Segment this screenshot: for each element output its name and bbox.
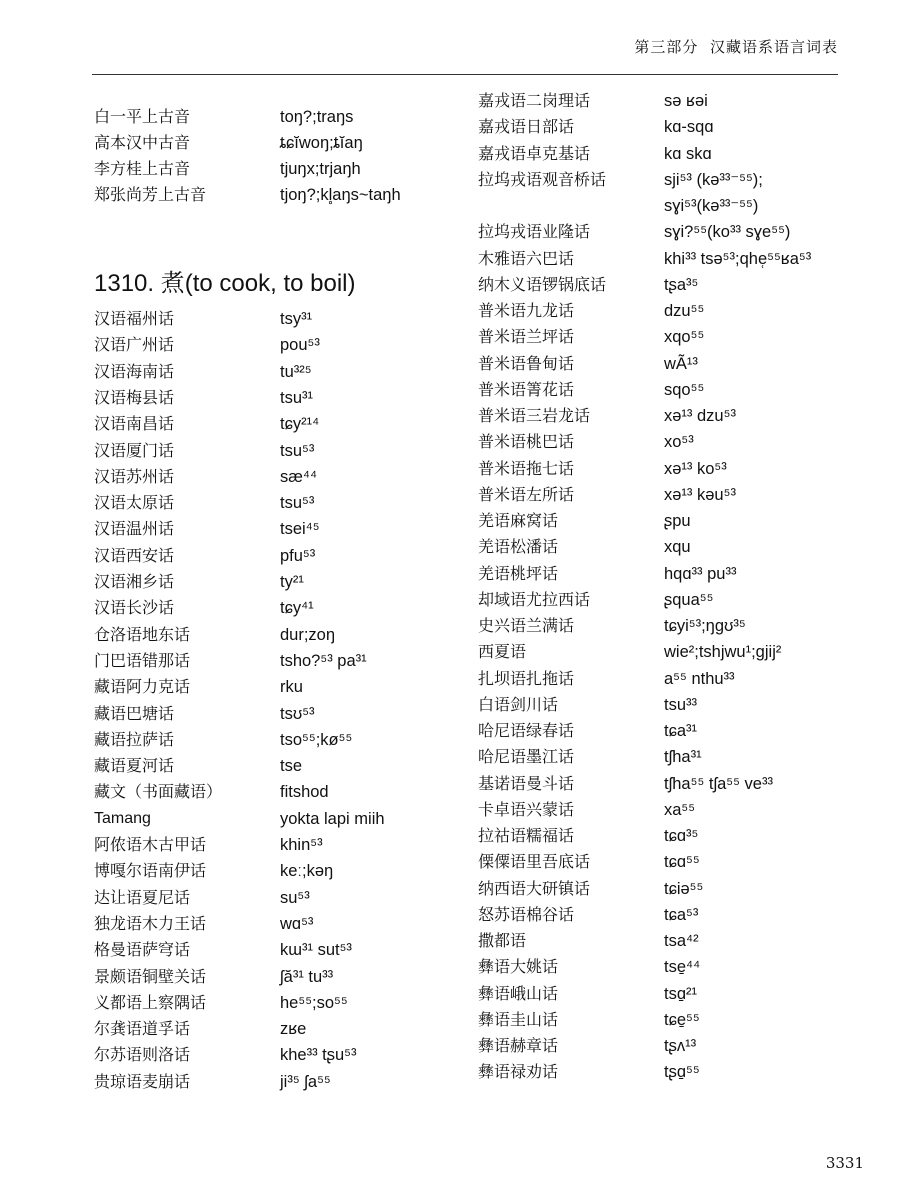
word-form: ȶɕĭwoŋ;ȶĭaŋ <box>280 134 363 152</box>
word-form: tsu⁵³ <box>280 494 315 513</box>
word-form: khe³³ tʂu⁵³ <box>280 1046 357 1065</box>
word-form: wɑ⁵³ <box>280 914 314 933</box>
word-form: tɕy⁴¹ <box>280 599 314 618</box>
word-form: tʃha⁵⁵ tʃa⁵⁵ ve³³ <box>664 774 773 793</box>
language-label: 藏语巴塘话 <box>94 703 175 723</box>
word-form: khi³³ tsə⁵³;qhe̜⁵⁵ʁa⁵³ <box>664 249 812 268</box>
language-label: 羌语桃坪话 <box>478 563 559 583</box>
language-label: 汉语苏州话 <box>94 466 175 486</box>
language-label: 藏文（书面藏语） <box>94 782 223 802</box>
word-form: tso⁵⁵;kø⁵⁵ <box>280 730 353 749</box>
word-form: tsu³¹ <box>280 388 313 407</box>
language-label: 汉语福州话 <box>94 309 175 328</box>
language-label: 白一平上古音 <box>94 107 191 126</box>
language-label: 彝语圭山话 <box>478 1009 559 1029</box>
word-form: tsa⁴² <box>664 932 699 950</box>
language-label: 彝语赫章话 <box>478 1036 559 1055</box>
word-form: he⁵⁵;so⁵⁵ <box>280 993 348 1012</box>
word-form: sɣi?⁵⁵(ko³³ sɣe⁵⁵) <box>664 223 791 242</box>
word-form: fitshod <box>280 783 329 802</box>
word-form: dur;zoŋ <box>280 625 336 644</box>
language-label: 仓洛语地东话 <box>94 624 191 644</box>
word-form: tɕe̱⁵⁵ <box>664 1010 700 1029</box>
language-label: 哈尼语绿春话 <box>478 721 575 740</box>
language-label: 汉语湘乡话 <box>94 572 175 591</box>
word-form: ji³⁵ ʃa⁵⁵ <box>280 1072 331 1091</box>
language-label: 扎坝语扎拖话 <box>478 668 575 688</box>
language-label: 藏语夏河话 <box>94 756 175 776</box>
language-label: 普米语左所话 <box>478 484 575 504</box>
word-form: tɕa³¹ <box>664 722 697 740</box>
word-form: rku <box>280 678 303 697</box>
word-form: xa⁵⁵ <box>664 800 696 819</box>
word-form: kɑ-sqɑ <box>664 118 714 137</box>
language-label: 嘉戎语卓克基话 <box>478 143 591 163</box>
word-form: tɕɑ³⁵ <box>664 827 699 845</box>
language-label: 普米语鲁甸话 <box>478 353 575 373</box>
word-form: ty²¹ <box>280 573 304 591</box>
language-label: 嘉戎语日部话 <box>478 117 575 137</box>
language-label: 汉语南昌话 <box>94 414 175 434</box>
language-label: 景颇语铜壁关话 <box>94 966 207 986</box>
word-form: sæ⁴⁴ <box>280 467 318 486</box>
word-form: a⁵⁵ nthu³³ <box>664 669 735 688</box>
language-label: 彝语大姚话 <box>478 957 559 977</box>
word-form: tʂʌ¹³ <box>664 1037 697 1055</box>
language-label: 普米语九龙话 <box>478 301 575 320</box>
word-form: xqo⁵⁵ <box>664 328 705 347</box>
word-form: wÃ¹³ <box>664 354 698 373</box>
language-label: 尔龚语道孚话 <box>94 1019 191 1039</box>
running-head-title: 汉藏语系语言词表 <box>709 38 838 56</box>
language-label: 纳木义语锣锅底话 <box>478 274 607 294</box>
language-label: 羌语麻窝话 <box>478 511 559 530</box>
word-form: xə¹³ ko⁵³ <box>664 459 727 478</box>
language-label: 彝语禄劝话 <box>478 1062 559 1082</box>
language-label: 汉语广州话 <box>94 335 175 355</box>
word-form: ʃă³¹ tu³³ <box>280 967 334 986</box>
running-head <box>634 36 838 57</box>
word-form: tʃha³¹ <box>664 748 702 767</box>
word-form: kɯ³¹ sut⁵³ <box>280 941 352 960</box>
language-label: 怒苏语棉谷话 <box>478 904 575 924</box>
language-label: 藏语阿力克话 <box>94 677 191 697</box>
language-label: 汉语太原话 <box>94 493 175 513</box>
language-label: 汉语温州话 <box>94 519 175 539</box>
language-label: 汉语西安话 <box>94 545 175 565</box>
word-form: su⁵³ <box>280 888 310 907</box>
word-form: tsei⁴⁵ <box>280 520 320 539</box>
word-form: sɣi⁵³(kə³³⁻⁵⁵) <box>664 197 759 215</box>
language-label: 彝语峨山话 <box>478 983 559 1003</box>
word-form: tse̱⁴⁴ <box>664 958 701 977</box>
word-form: tu³²⁵ <box>280 362 312 381</box>
word-form: tjuŋx;trjaŋh <box>280 160 361 178</box>
language-label: 独龙语木力王话 <box>94 913 207 933</box>
language-label: 尔苏语则洛话 <box>94 1045 191 1065</box>
language-label: 普米语桃巴话 <box>478 432 575 452</box>
word-form: tjoŋ?;kl̥aŋs~taŋh <box>280 186 401 204</box>
word-form: sqo⁵⁵ <box>664 380 705 399</box>
section-gloss: (to cook, to boil) <box>184 270 356 297</box>
language-label: 格曼语萨穹话 <box>94 940 191 960</box>
word-form: ʂpu <box>664 512 691 530</box>
language-label: 卡卓语兴蒙话 <box>478 799 575 819</box>
section-number: 1310. <box>94 270 155 297</box>
word-form: xə¹³ dzu⁵³ <box>664 407 736 425</box>
word-form: tɕɑ⁵⁵ <box>664 853 700 872</box>
word-form: yokta lapi miih <box>280 809 385 828</box>
section-character: 煮 <box>160 270 185 297</box>
language-label: 藏语拉萨话 <box>94 729 175 749</box>
word-form: sji⁵³ (kə³³⁻⁵⁵); <box>664 170 763 189</box>
word-form: tsho?⁵³ pa³¹ <box>280 651 367 670</box>
word-form: tsɑ̱²¹ <box>664 984 697 1003</box>
language-label: 汉语梅县话 <box>94 387 175 407</box>
language-label: 却域语尤拉西话 <box>478 589 591 609</box>
language-label: 贵琼语麦崩话 <box>94 1071 191 1091</box>
word-form: xə¹³ kəu⁵³ <box>664 485 736 504</box>
language-label: 西夏语 <box>478 642 527 662</box>
word-form: xqu <box>664 538 691 557</box>
language-label: 傈僳语里吾底话 <box>478 852 591 872</box>
word-form: pfu⁵³ <box>280 546 316 565</box>
language-label: 羌语松潘话 <box>478 537 559 557</box>
language-label: 门巴语错那话 <box>94 650 191 670</box>
language-label: 汉语长沙话 <box>94 598 175 618</box>
language-label: 哈尼语墨江话 <box>478 747 575 767</box>
language-label: 拉祜语糯福话 <box>478 826 575 845</box>
language-label: 博嘎尔语南伊话 <box>94 861 207 881</box>
word-form: sə ʁəi <box>664 92 708 110</box>
word-form: pou⁵³ <box>280 336 320 355</box>
language-label: 拉坞戎语业隆话 <box>478 222 591 242</box>
language-label: 普米语兰坪话 <box>478 327 575 347</box>
word-form: khin⁵³ <box>280 836 323 854</box>
language-label: 普米语箐花话 <box>478 379 575 399</box>
language-label: 木雅语六巴话 <box>478 248 575 268</box>
word-form: wie²;tshjwu¹;gjij² <box>664 643 782 662</box>
word-form: dzu⁵⁵ <box>664 302 705 320</box>
language-label: 义都语上察隅话 <box>94 992 207 1012</box>
word-form: tɕyi⁵³;ŋgʊ³⁵ <box>664 617 746 635</box>
language-label: 白语剑川话 <box>478 694 559 714</box>
language-label: 基诺语曼斗话 <box>478 773 575 793</box>
word-form: kɑ skɑ <box>664 144 712 163</box>
word-form: tɕy²¹⁴ <box>280 415 320 434</box>
language-label: 普米语三岩龙话 <box>478 406 591 425</box>
language-label: 撒都语 <box>478 931 527 950</box>
page-number: 3331 <box>825 1154 864 1172</box>
word-form: tʂa³⁵ <box>664 275 699 294</box>
word-form: tsy³¹ <box>280 310 313 328</box>
word-form: keː;kəŋ <box>280 862 334 881</box>
language-label: 汉语海南话 <box>94 361 175 381</box>
language-label: 郑张尚芳上古音 <box>94 185 207 204</box>
word-form: tse <box>280 757 303 776</box>
word-form: xo⁵³ <box>664 433 694 452</box>
word-form: ʂqua⁵⁵ <box>664 590 714 609</box>
word-form: zʁe <box>280 1020 307 1039</box>
word-form: toŋ?;traŋs <box>280 108 354 126</box>
language-label: 拉坞戎语观音桥话 <box>478 169 607 189</box>
language-label: 阿侬语木古甲话 <box>94 835 207 854</box>
language-label: 嘉戎语二岗理话 <box>478 91 591 110</box>
language-label: Tamang <box>94 809 151 827</box>
language-label: 史兴语兰满话 <box>478 616 575 635</box>
word-form: hqɑ³³ pu³³ <box>664 564 737 583</box>
language-label: 纳西语大研镇话 <box>478 878 591 898</box>
word-form: tsu³³ <box>664 695 697 714</box>
language-label: 普米语拖七话 <box>478 458 575 478</box>
language-label: 达让语夏尼话 <box>94 887 191 907</box>
language-label: 李方桂上古音 <box>94 159 191 178</box>
word-form: tsu⁵³ <box>280 441 315 460</box>
section-heading <box>94 263 355 298</box>
word-form: tɕa⁵³ <box>664 905 699 924</box>
language-label: 汉语厦门话 <box>94 440 175 460</box>
language-label: 高本汉中古音 <box>94 133 191 152</box>
running-head-part: 第三部分 <box>634 38 699 56</box>
word-form: tɕiə⁵⁵ <box>664 879 704 898</box>
word-form: tsʊ⁵³ <box>280 704 315 723</box>
header-rule <box>92 74 838 75</box>
word-form: tʂɑ̱⁵⁵ <box>664 1063 700 1082</box>
